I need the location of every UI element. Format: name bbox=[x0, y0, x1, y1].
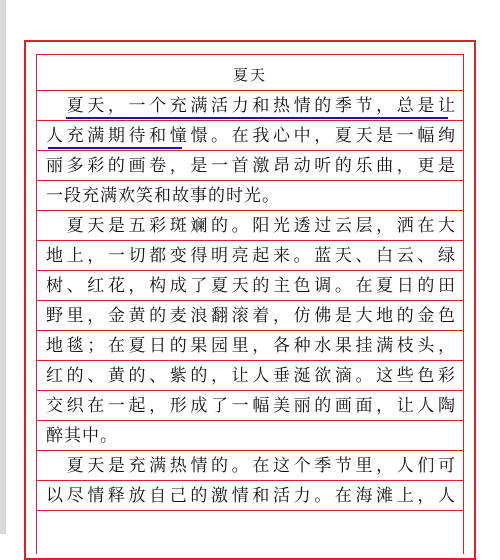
essay-line: 夏天，一个充满活力和热情的季节，总是让 bbox=[46, 96, 456, 116]
essay-line: 以尽情释放自己的激情和活力。在海滩上，人 bbox=[46, 486, 456, 506]
essay-line: 丽多彩的画卷，是一首激昂动听的乐曲，更是 bbox=[46, 156, 456, 176]
essay-line: 夏天是五彩斑斓的。阳光透过云层，洒在大 bbox=[46, 216, 456, 236]
highlight-underline bbox=[48, 147, 182, 149]
essay-line: 夏天是充满热情的。在这个季节里，人们可 bbox=[46, 456, 456, 476]
essay-line: 人充满期待和憧憬。在我心中，夏天是一幅绚 bbox=[46, 126, 456, 146]
page-left-edge bbox=[0, 0, 6, 534]
essay-line: 地上，一切都变得明亮起来。蓝天、白云、绿 bbox=[46, 246, 456, 266]
essay-title: 夏天 bbox=[232, 66, 267, 84]
highlight-underline bbox=[66, 117, 448, 119]
essay-line: 醉其中。 bbox=[46, 426, 118, 446]
essay-line: 树、红花，构成了夏天的主色调。在夏日的田 bbox=[46, 276, 456, 296]
essay-line: 地毯；在夏日的果园里，各种水果挂满枝头， bbox=[46, 336, 456, 356]
essay-line: 红的、黄的、紫的，让人垂涎欲滴。这些色彩 bbox=[46, 366, 456, 386]
essay-line: 野里，金黄的麦浪翻滚着，仿佛是大地的金色 bbox=[46, 306, 456, 326]
essay-line: 一段充满欢笑和故事的时光。 bbox=[46, 186, 280, 206]
essay-line: 交织在一起，形成了一幅美丽的画面，让人陶 bbox=[46, 396, 456, 416]
